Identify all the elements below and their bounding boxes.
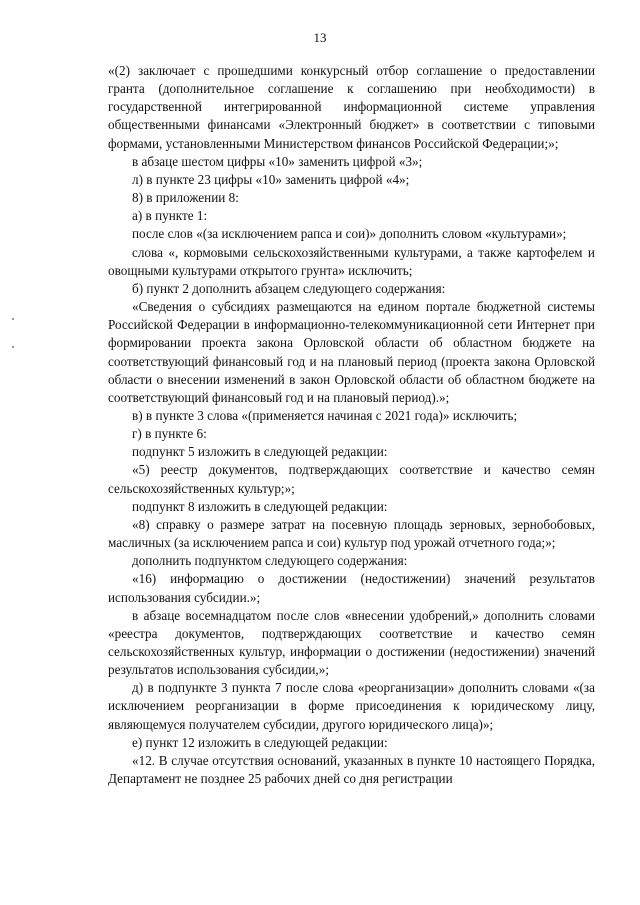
document-body	[108, 62, 595, 788]
paragraph: в абзаце восемнадцатом после слов «внесении удобрений,» дополнить словами «реестра документов, подтверждающих соответствие и качество семян сельскохозяйственных культур, информации о достижении (недостижении) значений результатов использования субсидии,»;	[108, 607, 595, 678]
paragraph: д) в подпункте 3 пункта 7 после слова «реорганизации» дополнить словами «(за исключением реорганизации в форме присоединения к юридическому лицу, являющемуся получателем субсидии, другого юридического лица)»;	[108, 680, 595, 732]
paragraph: г) в пункте 6:	[132, 426, 207, 442]
paragraph: в абзаце шестом цифры «10» заменить цифрой «3»;	[132, 153, 423, 169]
paragraph: 8) в приложении 8:	[132, 190, 239, 206]
scan-mark	[12, 318, 14, 320]
paragraph: а) в пункте 1:	[132, 208, 208, 224]
paragraph: «5) реестр документов, подтверждающих соответствие и качество семян сельскохозяйственных культур;»;	[108, 462, 595, 496]
paragraph: л) в пункте 23 цифры «10» заменить цифрой «4»;	[132, 171, 410, 187]
paragraph: подпункт 5 изложить в следующей редакции:	[132, 444, 388, 460]
paragraph: «(2) заключает с прошедшими конкурсный отбор соглашение о предоставлении гранта (дополнительное соглашение к соглашению при необходимости) в государственной интегрированной информационной системе управления общественными финансами «Электронный бюджет» в соответствии с типовыми формами, установленными Министерством финансов Российской Федерации;»;	[108, 63, 595, 151]
paragraph: «8) справку о размере затрат на посевную площадь зерновых, зернобобовых, масличных (за исключением рапса и сои) культур под урожай отчетного года;»;	[108, 516, 595, 551]
paragraph: подпункт 8 изложить в следующей редакции:	[132, 498, 388, 514]
paragraph: дополнить подпунктом следующего содержания:	[132, 553, 408, 569]
paragraph: е) пункт 12 изложить в следующей редакции:	[132, 734, 388, 750]
paragraph: «12. В случае отсутствия оснований, указанных в пункте 10 настоящего Порядка, Департамент не позднее 25 рабочих дней со дня регистрации	[108, 752, 595, 787]
paragraph: в) в пункте 3 слова «(применяется начиная с 2021 года)» исключить;	[132, 407, 518, 423]
paragraph: «16) информацию о достижении (недостижении) значений результатов использования субсидии.»;	[108, 571, 595, 605]
paragraph: после слов «(за исключением рапса и сои)» дополнить словом «культурами»;	[132, 226, 567, 242]
scan-mark	[12, 346, 14, 348]
paragraph: «Сведения о субсидиях размещаются на едином портале бюджетной системы Российской Федерации в информационно-телекоммуникационной сети Интернет при формировании проекта закона Орловской области об областном бюджете на соответствующий финансовый год и на плановый период (проекта закона Орловской области о внесении изменений в закон Орловской области об областном бюджете на соответствующий финансовый год и на плановый период).»;	[108, 299, 595, 405]
page-number: 13	[313, 30, 327, 45]
paragraph: б) пункт 2 дополнить абзацем следующего содержания:	[132, 280, 446, 296]
paragraph: слова «, кормовыми сельскохозяйственными культурами, а также картофелем и овощными культурами открытого грунта» исключить;	[108, 244, 595, 278]
